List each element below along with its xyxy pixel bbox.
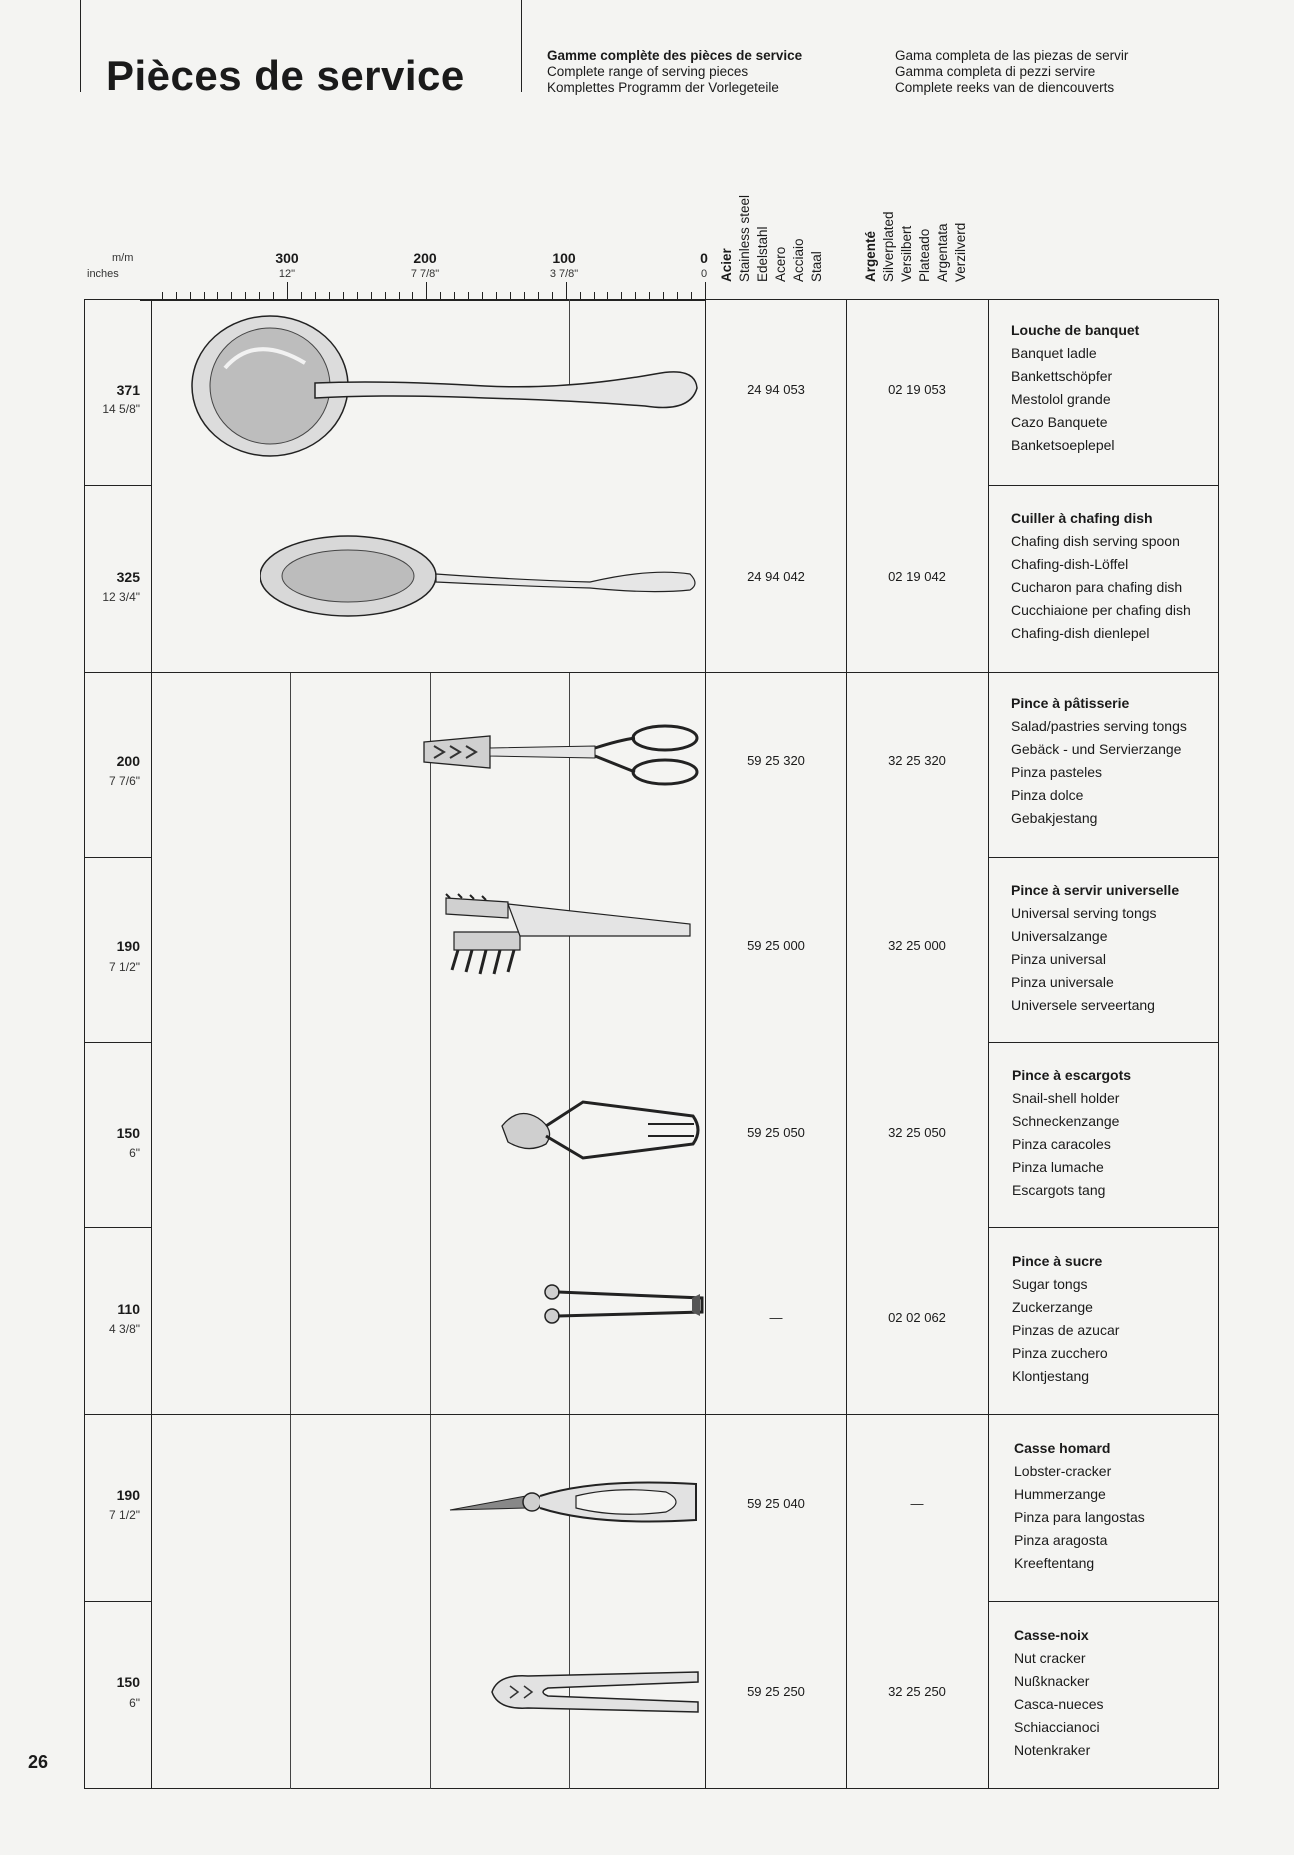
length-inches: 7 1/2" bbox=[109, 960, 140, 974]
product-name-de: Hummerzange bbox=[1014, 1486, 1106, 1502]
product-name-en: Banquet ladle bbox=[1011, 345, 1097, 361]
scale-inch-7-7-8: 7 7/8" bbox=[410, 268, 440, 280]
silver-code: 32 25 000 bbox=[888, 938, 946, 953]
length-mm: 150 bbox=[116, 1125, 140, 1141]
product-name-de: Bankettschöpfer bbox=[1011, 368, 1113, 384]
chafing-dish-spoon-icon bbox=[260, 528, 705, 628]
product-name-nl: Notenkraker bbox=[1014, 1742, 1091, 1758]
steel-code: 59 25 250 bbox=[747, 1684, 805, 1699]
product-name-fr: Casse-noix bbox=[1014, 1627, 1089, 1643]
silver-code: — bbox=[910, 1496, 924, 1511]
column-header-stainless-steel bbox=[718, 170, 826, 282]
scale-inch-12: 12" bbox=[278, 268, 296, 280]
product-name-de: Nußknacker bbox=[1014, 1673, 1090, 1689]
subtitle-multilingual-1 bbox=[547, 48, 802, 96]
length-inches: 4 3/8" bbox=[109, 1322, 140, 1336]
product-names bbox=[1011, 507, 1191, 645]
subtitle-es: Gama completa de las piezas de servir bbox=[895, 48, 1129, 63]
product-name-fr: Pince à sucre bbox=[1012, 1253, 1103, 1269]
steel-code: 59 25 320 bbox=[747, 753, 805, 768]
product-name-es: Pinza universal bbox=[1011, 951, 1106, 967]
product-name-de: Schneckenzange bbox=[1012, 1113, 1120, 1129]
product-name-nl: Chafing-dish dienlepel bbox=[1011, 625, 1150, 641]
product-names bbox=[1012, 1064, 1131, 1202]
universal-tongs-icon bbox=[440, 892, 705, 987]
subtitle-en: Complete range of serving pieces bbox=[547, 64, 749, 79]
product-name-it: Pinza universale bbox=[1011, 974, 1114, 990]
silver-code: 32 25 320 bbox=[888, 753, 946, 768]
sugar-tongs-icon bbox=[542, 1282, 705, 1328]
scale-mark-300: 300 bbox=[275, 250, 299, 266]
steel-label-es: Acero bbox=[773, 246, 788, 282]
steel-code: 24 94 053 bbox=[747, 382, 805, 397]
scale-tick bbox=[287, 282, 288, 300]
product-name-es: Pinza para langostas bbox=[1014, 1509, 1145, 1525]
product-name-fr: Casse homard bbox=[1014, 1440, 1111, 1456]
length-inches: 14 5/8" bbox=[102, 402, 140, 416]
steel-code: 59 25 040 bbox=[747, 1496, 805, 1511]
product-name-en: Sugar tongs bbox=[1012, 1276, 1088, 1292]
steel-code: 59 25 000 bbox=[747, 938, 805, 953]
scale-tick bbox=[705, 282, 706, 300]
steel-code: — bbox=[769, 1310, 783, 1325]
product-name-es: Mestolol grande bbox=[1011, 391, 1111, 407]
steel-label-fr: Acier bbox=[719, 248, 734, 282]
scale-baseline bbox=[140, 300, 705, 301]
length-mm: 110 bbox=[117, 1301, 140, 1317]
product-name-en: Chafing dish serving spoon bbox=[1011, 533, 1180, 549]
product-name-de: Universalzange bbox=[1011, 928, 1108, 944]
steel-label-de: Edelstahl bbox=[755, 226, 770, 282]
length-mm: 200 bbox=[116, 753, 140, 769]
scale-mark-100: 100 bbox=[552, 250, 576, 266]
product-name-es: Pinza pasteles bbox=[1011, 764, 1103, 780]
banquet-ladle-icon bbox=[185, 308, 705, 478]
scale-tick bbox=[566, 282, 567, 300]
product-name-it: Pinza zucchero bbox=[1012, 1345, 1108, 1361]
silver-code: 02 02 062 bbox=[888, 1310, 946, 1325]
product-name-es: Cucharon para chafing dish bbox=[1011, 579, 1183, 595]
nut-cracker-icon bbox=[488, 1666, 705, 1720]
length-mm: 190 bbox=[116, 1487, 140, 1503]
silver-label-de: Versilbert bbox=[899, 225, 914, 282]
product-name-en: Nut cracker bbox=[1014, 1650, 1086, 1666]
steel-label-it: Acciaio bbox=[791, 238, 806, 282]
product-names bbox=[1014, 1437, 1145, 1575]
silver-label-nl: Verzilverd bbox=[953, 222, 968, 282]
silver-code: 32 25 050 bbox=[888, 1125, 946, 1140]
length-mm: 371 bbox=[116, 382, 140, 398]
scale-inch-3-7-8: 3 7/8" bbox=[549, 268, 579, 280]
length-inches: 6" bbox=[129, 1696, 140, 1710]
product-name-nl: Universele serveertang bbox=[1011, 997, 1155, 1013]
length-mm: 325 bbox=[116, 569, 140, 585]
silver-label-fr: Argenté bbox=[863, 230, 878, 282]
snail-tongs-icon bbox=[498, 1096, 705, 1164]
subtitle-nl: Complete reeks van de diencouverts bbox=[895, 80, 1115, 95]
product-names bbox=[1014, 1624, 1104, 1762]
product-name-de: Gebäck - und Servierzange bbox=[1011, 741, 1182, 757]
product-name-it: Cazo Banquete bbox=[1011, 414, 1108, 430]
product-name-es: Pinza caracoles bbox=[1012, 1136, 1111, 1152]
product-name-fr: Pince à servir universelle bbox=[1011, 882, 1180, 898]
product-name-fr: Cuiller à chafing dish bbox=[1011, 510, 1153, 526]
subtitle-de: Komplettes Programm der Vorlegeteile bbox=[547, 80, 779, 95]
silver-code: 02 19 053 bbox=[888, 382, 946, 397]
product-name-it: Pinza dolce bbox=[1011, 787, 1084, 803]
length-mm: 150 bbox=[116, 1674, 140, 1690]
steel-code: 59 25 050 bbox=[747, 1125, 805, 1140]
silver-label-it: Argentata bbox=[935, 223, 950, 282]
product-name-en: Snail-shell holder bbox=[1012, 1090, 1120, 1106]
product-names bbox=[1011, 319, 1139, 457]
subtitle-it: Gamma completa di pezzi servire bbox=[895, 64, 1096, 79]
page-title: Pièces de service bbox=[106, 52, 465, 99]
silver-code: 32 25 250 bbox=[888, 1684, 946, 1699]
product-name-de: Chafing-dish-Löffel bbox=[1011, 556, 1129, 572]
scale-tick bbox=[426, 282, 427, 300]
product-name-it: Schiaccianoci bbox=[1014, 1719, 1100, 1735]
product-name-en: Salad/pastries serving tongs bbox=[1011, 718, 1187, 734]
silver-label-es: Plateado bbox=[917, 228, 932, 282]
page-number: 26 bbox=[28, 1752, 49, 1772]
lobster-cracker-icon bbox=[446, 1472, 705, 1532]
product-names bbox=[1011, 692, 1187, 830]
steel-label-nl: Staal bbox=[809, 251, 824, 282]
pastry-tongs-icon bbox=[420, 722, 705, 790]
steel-label-en: Stainless steel bbox=[737, 194, 752, 282]
steel-code: 24 94 042 bbox=[747, 569, 805, 584]
product-name-fr: Pince à pâtisserie bbox=[1011, 695, 1130, 711]
product-names bbox=[1011, 879, 1179, 1017]
scale-inch-0: 0 bbox=[700, 268, 708, 280]
product-name-fr: Louche de banquet bbox=[1011, 322, 1140, 338]
product-name-en: Universal serving tongs bbox=[1011, 905, 1157, 921]
product-name-it: Pinza lumache bbox=[1012, 1159, 1104, 1175]
unit-mm-label: m/m bbox=[112, 252, 134, 264]
length-inches: 7 7/6" bbox=[109, 774, 140, 788]
length-mm: 190 bbox=[116, 938, 140, 954]
product-names bbox=[1012, 1250, 1119, 1388]
silver-label-en: Silverplated bbox=[881, 211, 896, 282]
product-name-it: Cucchiaione per chafing dish bbox=[1011, 602, 1191, 618]
column-header-silverplated bbox=[862, 190, 970, 282]
product-name-nl: Banketsoeplepel bbox=[1011, 437, 1115, 453]
product-name-en: Lobster-cracker bbox=[1014, 1463, 1112, 1479]
length-inches: 6" bbox=[129, 1146, 140, 1160]
scale-mark-0: 0 bbox=[700, 250, 708, 266]
product-name-fr: Pince à escargots bbox=[1012, 1067, 1132, 1083]
product-name-it: Pinza aragosta bbox=[1014, 1532, 1108, 1548]
product-name-nl: Klontjestang bbox=[1012, 1368, 1090, 1384]
length-inches: 7 1/2" bbox=[109, 1508, 140, 1522]
length-inches: 12 3/4" bbox=[102, 590, 140, 604]
product-name-nl: Gebakjestang bbox=[1011, 810, 1098, 826]
scale-mark-200: 200 bbox=[413, 250, 437, 266]
product-name-es: Casca-nueces bbox=[1014, 1696, 1104, 1712]
unit-inches-label: inches bbox=[87, 268, 119, 280]
subtitle-fr: Gamme complète des pièces de service bbox=[547, 48, 803, 63]
product-name-nl: Escargots tang bbox=[1012, 1182, 1106, 1198]
product-name-nl: Kreeftentang bbox=[1014, 1555, 1095, 1571]
product-name-de: Zuckerzange bbox=[1012, 1299, 1093, 1315]
product-name-es: Pinzas de azucar bbox=[1012, 1322, 1120, 1338]
silver-code: 02 19 042 bbox=[888, 569, 946, 584]
subtitle-multilingual-2 bbox=[895, 48, 1128, 96]
